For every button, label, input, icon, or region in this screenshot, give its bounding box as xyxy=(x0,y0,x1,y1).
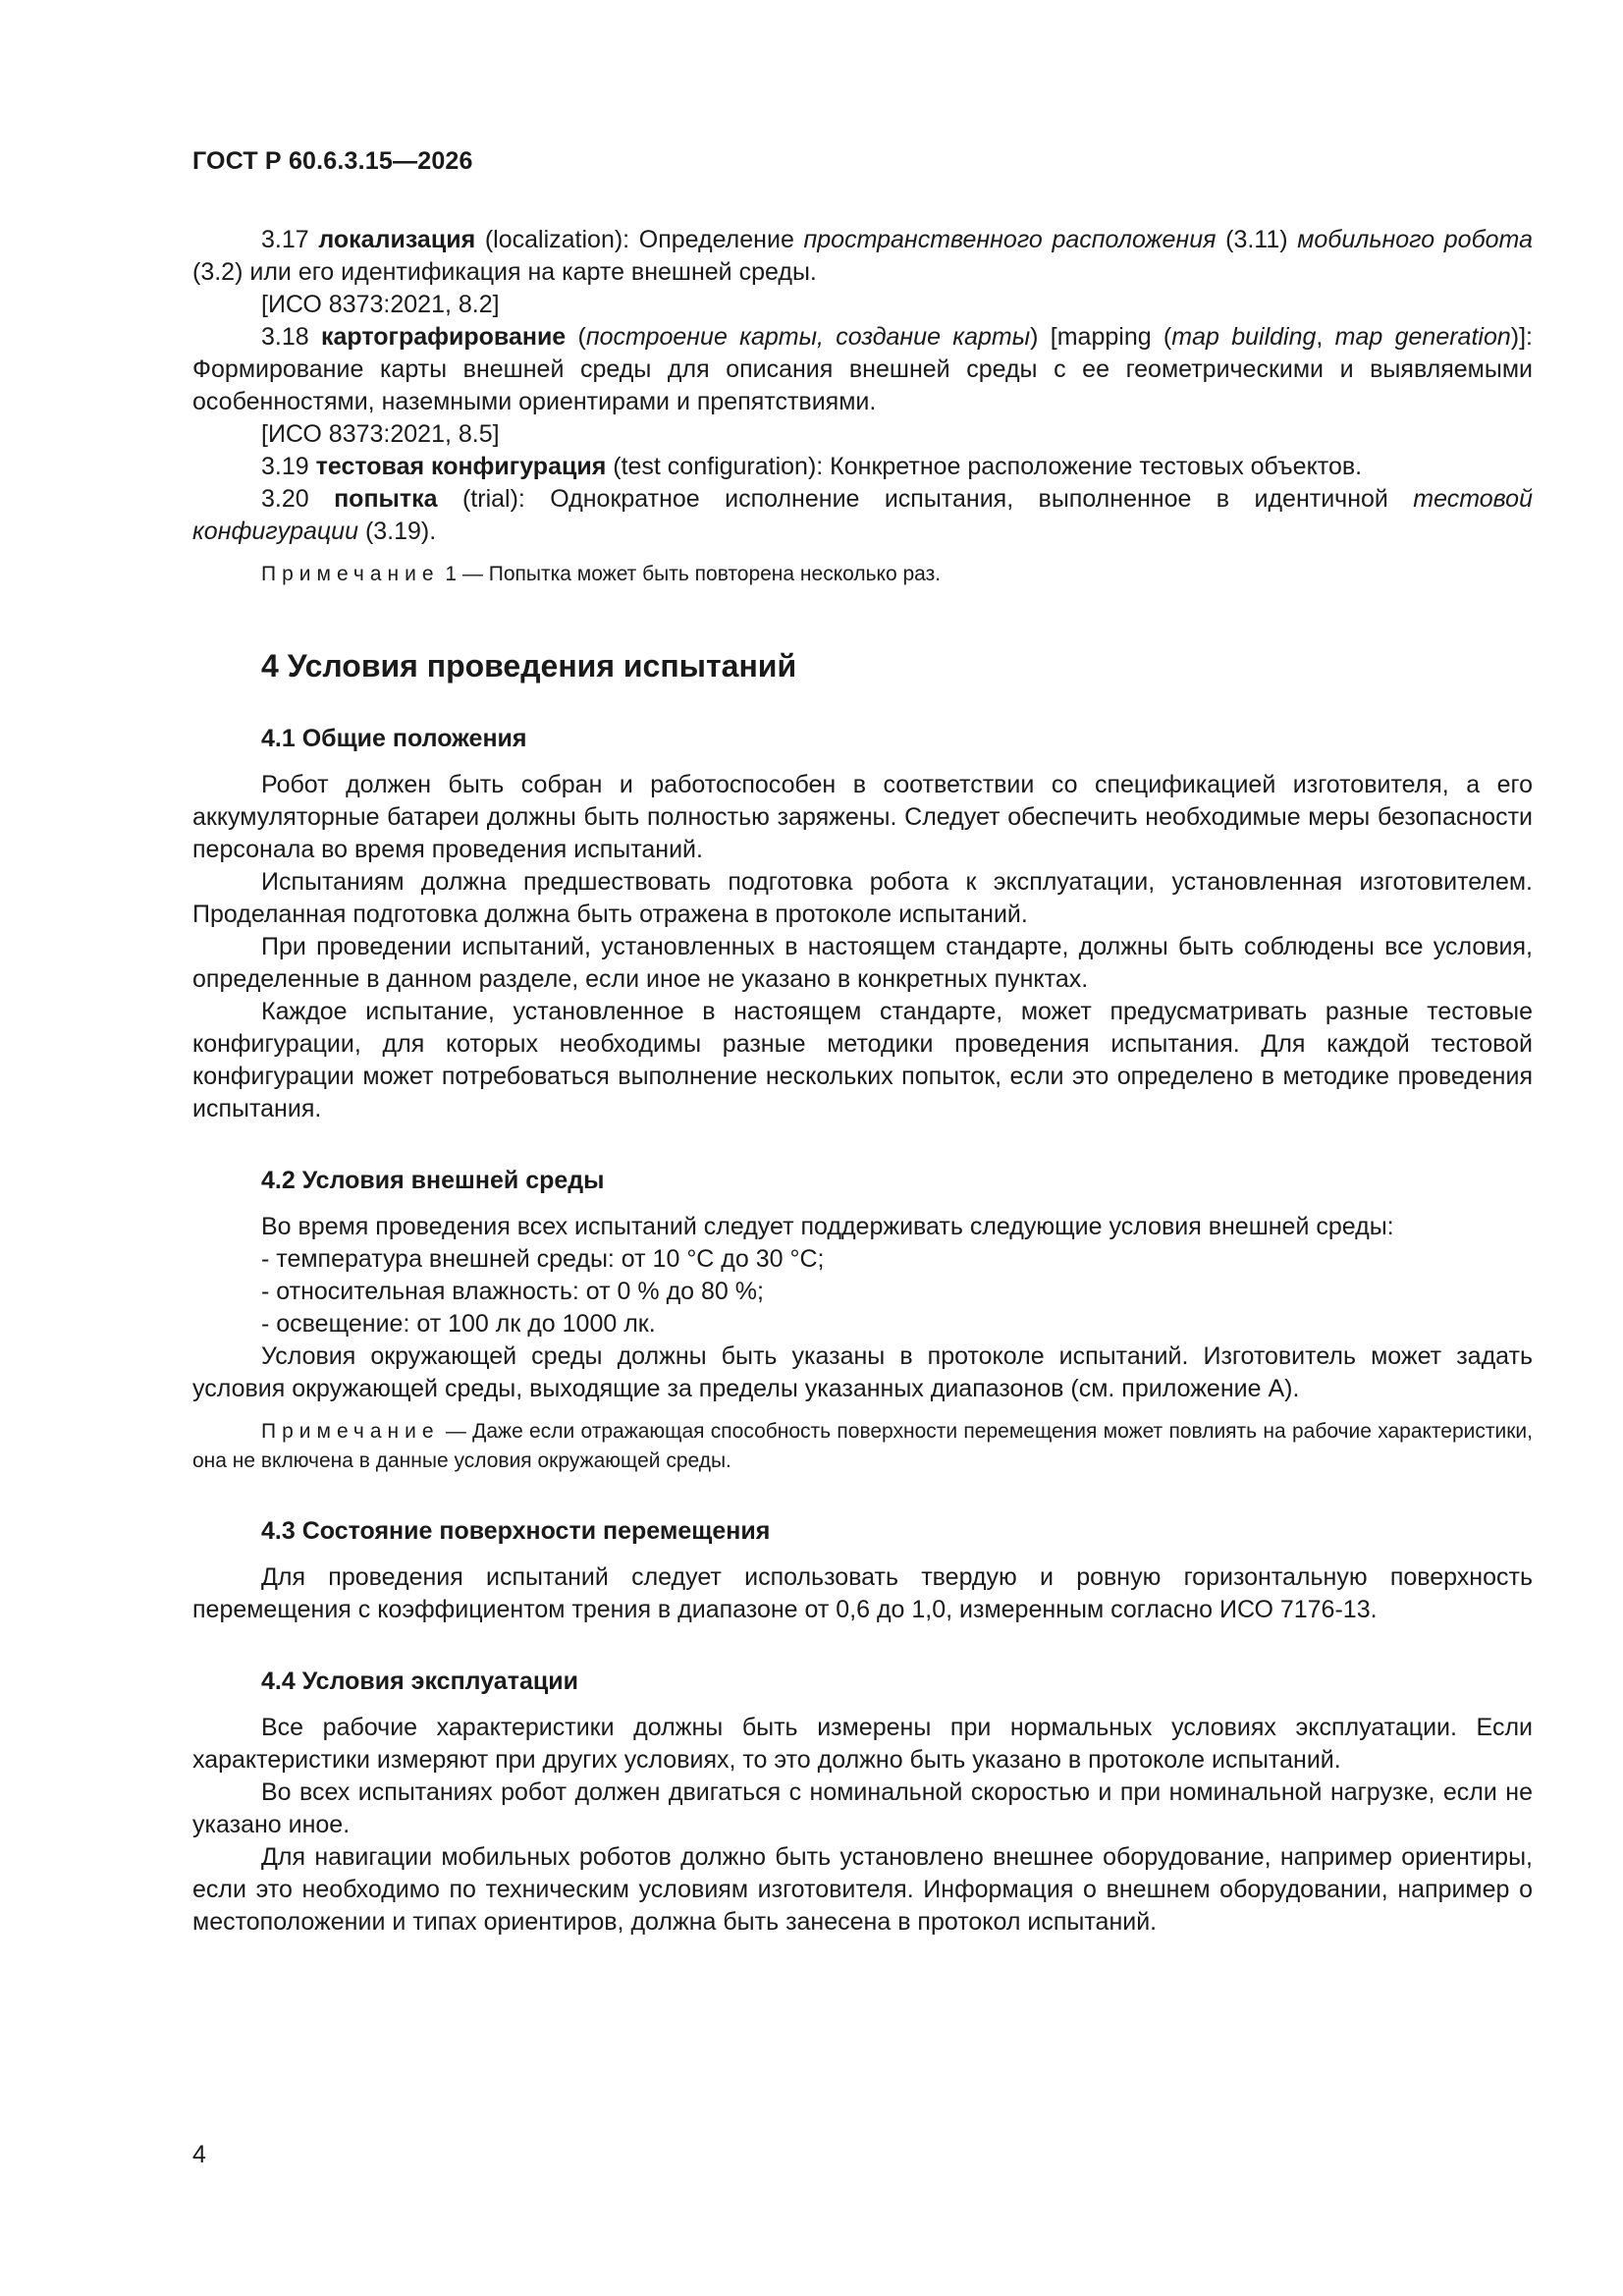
list-item: - относительная влажность: от 0 % до 80 %; xyxy=(261,1278,764,1305)
paragraph: Робот должен быть собран и работоспособен в соответствии со спецификацией изготовителя, а его аккумуляторные батареи должны быть полностью заряжены. Следует обеспечить необходимые меры безопасности персонала во время проведения испытаний. xyxy=(192,771,1533,863)
term-text: (trial): Однократное исполнение испытания, выполненное в идентичной xyxy=(437,485,1414,513)
list-item: - освещение: от 100 лк до 1000 лк. xyxy=(261,1310,656,1338)
term-text: (3.11) xyxy=(1216,226,1298,253)
term-text: (localization): Определение xyxy=(475,226,804,253)
term-name: локализация xyxy=(318,226,476,253)
term-synonym-en: map building xyxy=(1171,323,1317,351)
term-text: ) [mapping ( xyxy=(1030,323,1172,351)
subsection-4-4-heading: 4.4 Условия эксплуатации xyxy=(261,1667,578,1695)
note-text: 1 — Попытка может быть повторена несколько раз. xyxy=(439,563,942,585)
term-name: картографирование xyxy=(320,323,567,351)
note-4-2 xyxy=(192,1417,1533,1476)
subsection-4-1-heading: 4.1 Общие положения xyxy=(261,725,527,752)
document-code-header: ГОСТ Р 60.6.3.15—2026 xyxy=(192,147,473,175)
paragraph: Для навигации мобильных роботов должно быть установлено внешнее оборудование, например ориентиры, если это необходимо по техническим условиям изготовителя. Информация о внешнем оборудовании, например о местоположении и типах ориентиров, должна быть занесена в протокол испытаний. xyxy=(192,1843,1533,1936)
list-item: - температура внешней среды: от 10 °С до 30 °С; xyxy=(261,1245,825,1273)
section-4-heading: 4 Условия проведения испытаний xyxy=(261,648,797,683)
term-3-17 xyxy=(192,224,1533,289)
paragraph: Для проведения испытаний следует использовать твердую и ровную горизонтальную поверхность перемещения с коэффициентом трения в диапазоне от 0,6 до 1,0, измеренным согласно ИСО 7176-13. xyxy=(192,1563,1533,1623)
term-number: 3.19 xyxy=(261,453,309,480)
term-number: 3.17 xyxy=(261,226,309,253)
note-label: Примечание xyxy=(261,563,440,585)
paragraph: Испытаниям должна предшествовать подготовка робота к эксплуатации, установленная изготовителем. Проделанная подготовка должна быть отражена в протоколе испытаний. xyxy=(192,868,1533,928)
term-text: )]: Формирование карты внешней среды для описания внешней среды с ее геометрическими и выявляемыми особенностями, наземными ориентирами и препятствиями. xyxy=(192,323,1533,415)
term-text: ( xyxy=(566,323,586,351)
paragraph: Все рабочие характеристики должны быть измерены при нормальных условиях эксплуатации. Если характеристики измеряют при других условиях, то это должно быть указано в протоколе испытаний. xyxy=(192,1714,1533,1774)
term-text: (3.19). xyxy=(358,518,437,545)
note-1 xyxy=(261,560,1533,589)
paragraph: При проведении испытаний, установленных в настоящем стандарте, должны быть соблюдены все условия, определенные в данном разделе, если иное не указано в конкретных пунктах. xyxy=(192,933,1533,993)
source-reference-3-17: [ИСО 8373:2021, 8.2] xyxy=(261,291,500,318)
term-name: попытка xyxy=(334,485,438,513)
page-number: 4 xyxy=(192,2141,206,2168)
source-reference-3-18: [ИСО 8373:2021, 8.5] xyxy=(261,420,500,448)
subsection-4-3-heading: 4.3 Состояние поверхности перемещения xyxy=(261,1517,771,1545)
subsection-4-2-heading: 4.2 Условия внешней среды xyxy=(261,1167,605,1194)
document-body xyxy=(192,224,1533,1939)
term-name: тестовая конфигурация xyxy=(315,453,607,480)
term-synonyms: построение карты, создание карты xyxy=(585,323,1031,351)
paragraph: Условия окружающей среды должны быть указаны в протоколе испытаний. Изготовитель может задать условия окружающей среды, выходящие за пределы указанных диапазонов (см. приложение А). xyxy=(192,1342,1533,1402)
paragraph: Каждое испытание, установленное в настоящем стандарте, может предусматривать разные тестовые конфигурации, для которых необходимы разные методики проведения испытания. Для каждой тестовой конфигурации может потребоваться выполнение нескольких попыток, если это определено в методике проведения испытания. xyxy=(192,998,1533,1122)
term-reference: тестовой конфигурации xyxy=(192,485,1533,545)
term-3-19 xyxy=(192,451,1533,483)
term-reference: мобильного робота xyxy=(1297,226,1533,253)
term-reference: пространственного расположения xyxy=(803,226,1217,253)
term-3-20 xyxy=(192,483,1533,548)
paragraph: Во всех испытаниях робот должен двигаться с номинальной скоростью и при номинальной нагрузке, если не указано иное. xyxy=(192,1778,1533,1838)
term-text: (test configuration): Конкретное расположение тестовых объектов. xyxy=(606,453,1363,480)
term-synonym-en: map generation xyxy=(1334,323,1511,351)
term-text: , xyxy=(1316,323,1335,351)
note-label: Примечание xyxy=(261,1420,440,1443)
note-text: — Даже если отражающая способность поверхности перемещения может повлиять на рабочие характеристики, она не включена в данные условия окружающей среды. xyxy=(192,1420,1533,1472)
paragraph: Во время проведения всех испытаний следует поддерживать следующие условия внешней среды: xyxy=(261,1213,1394,1240)
term-number: 3.18 xyxy=(261,323,309,351)
term-3-18 xyxy=(192,321,1533,418)
term-text: (3.2) или его идентификация на карте внешней среды. xyxy=(192,258,817,286)
term-number: 3.20 xyxy=(261,485,309,513)
